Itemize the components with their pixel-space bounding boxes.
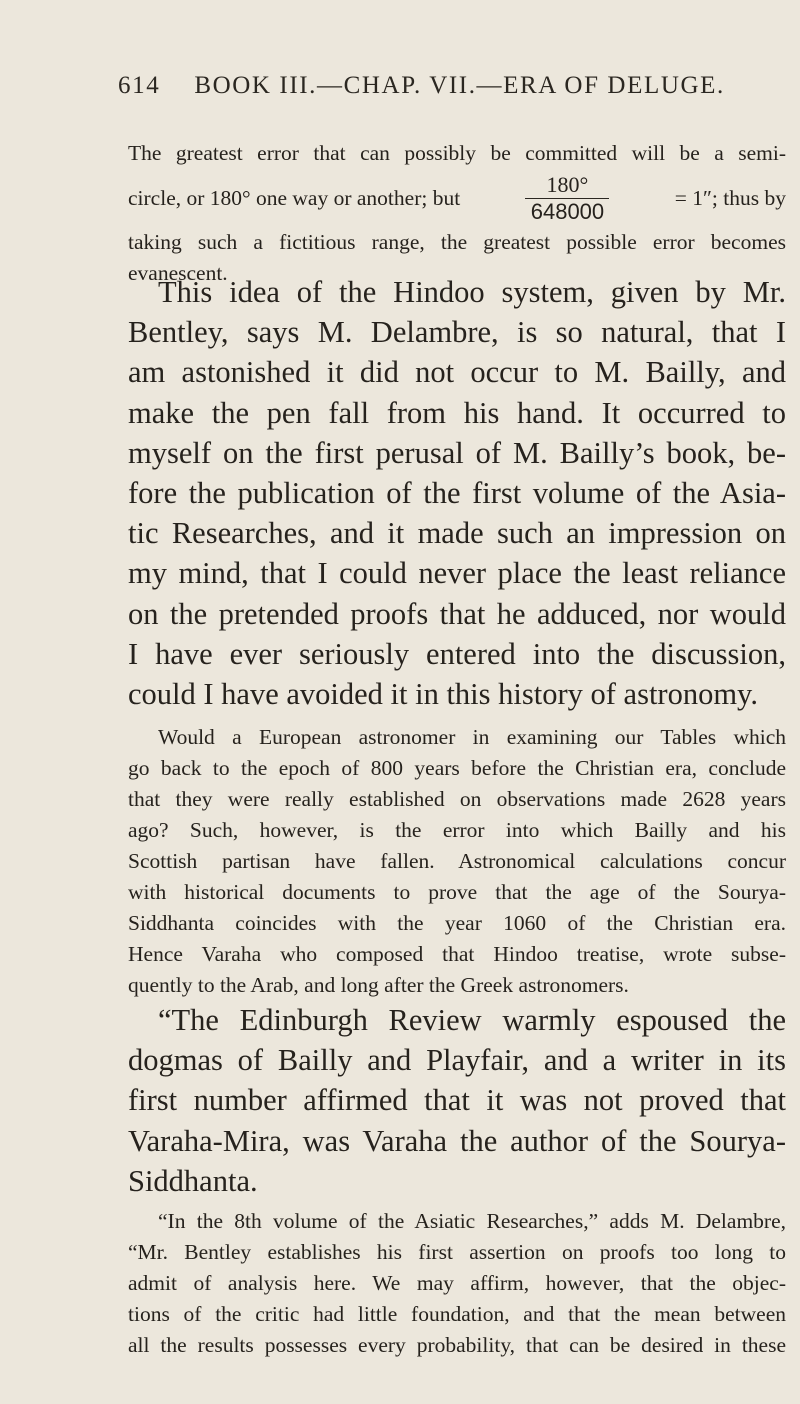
para3-line: ago? Such, however, is the error into which Bailly and his	[128, 818, 786, 842]
para3-line: quently to the Arab, and long after the Greek astronomers.	[128, 973, 629, 997]
para2-line: am astonished it did not occur to M. Bailly, and	[128, 355, 786, 390]
para1-fraction-line	[128, 169, 786, 227]
para4-line: Siddhanta.	[128, 1163, 258, 1198]
para5-line: “In the 8th volume of the Asiatic Researches,” adds M. Delambre,	[158, 1209, 786, 1233]
para4-line: dogmas of Bailly and Playfair, and a writer in its	[128, 1043, 786, 1078]
para3-line: with historical documents to prove that the age of the Sourya-	[128, 880, 786, 904]
running-header	[118, 72, 778, 100]
para1-line-2-post: = 1″; thus by	[674, 185, 786, 210]
para2-line: Bentley, says M. Delambre, is so natural, that I	[128, 315, 786, 350]
fraction	[525, 172, 609, 225]
para2-line: This idea of the Hindoo system, given by Mr.	[158, 275, 786, 309]
para2-line: my mind, that I could never place the least reliance	[128, 556, 786, 591]
para3-line: go back to the epoch of 800 years before the Christian era, conclude	[128, 756, 786, 780]
para2-line: on the pretended proofs that he adduced, nor would	[128, 596, 786, 631]
para5-line: tions of the critic had little foundation, and that the mean between	[128, 1302, 786, 1326]
para2-line: fore the publication of the first volume of the Asia-	[128, 476, 786, 511]
para5-line: all the results possesses every probability, that can be desired in these	[128, 1333, 786, 1357]
para2-line: myself on the first perusal of M. Bailly’s book, be-	[128, 435, 786, 470]
running-title: BOOK III.—CHAP. VII.—ERA OF DELUGE.	[194, 72, 725, 99]
para1-line-1: The greatest error that can possibly be committed will be a semi-	[128, 141, 786, 165]
para2-line: make the pen fall from his hand. It occurred to	[128, 395, 786, 430]
para4-line: “The Edinburgh Review warmly espoused the	[158, 1003, 786, 1037]
para3-line: Would a European astronomer in examining our Tables which	[158, 725, 786, 749]
para2-line: tic Researches, and it made such an impression on	[128, 516, 786, 551]
paragraph-1	[128, 138, 786, 289]
para4-line: first number affirmed that it was not proved that	[128, 1083, 786, 1118]
fraction-numerator: 180°	[525, 172, 609, 199]
para3-line: Scottish partisan have fallen. Astronomical calculations concur	[128, 849, 786, 873]
para1-line-3: taking such a fictitious range, the greatest possible error becomes	[128, 230, 786, 254]
para4-line: Varaha-Mira, was Varaha the author of the Sourya-	[128, 1123, 786, 1158]
para5-line: “Mr. Bentley establishes his first assertion on proofs too long to	[128, 1240, 786, 1264]
para1-line-2-pre: circle, or 180° one way or another; but	[128, 185, 461, 210]
page-number: 614	[118, 72, 161, 99]
fraction-denominator: 648000	[530, 198, 605, 224]
paragraph-2	[128, 272, 786, 714]
para3-line: Siddhanta coincides with the year 1060 of the Christian era.	[128, 911, 786, 935]
paragraph-5	[128, 1206, 786, 1361]
para2-line: could I have avoided it in this history of astronomy.	[128, 677, 758, 712]
paragraph-4	[128, 1000, 786, 1201]
para5-line: admit of analysis here. We may affirm, however, that the objec-	[128, 1271, 786, 1295]
para1-line-4: evanescent.	[128, 261, 228, 285]
paragraph-3	[128, 722, 786, 1001]
para2-line: I have ever seriously entered into the discussion,	[128, 636, 786, 671]
para3-line: Hence Varaha who composed that Hindoo treatise, wrote subse-	[128, 942, 786, 966]
para3-line: that they were really established on observations made 2628 years	[128, 787, 786, 811]
